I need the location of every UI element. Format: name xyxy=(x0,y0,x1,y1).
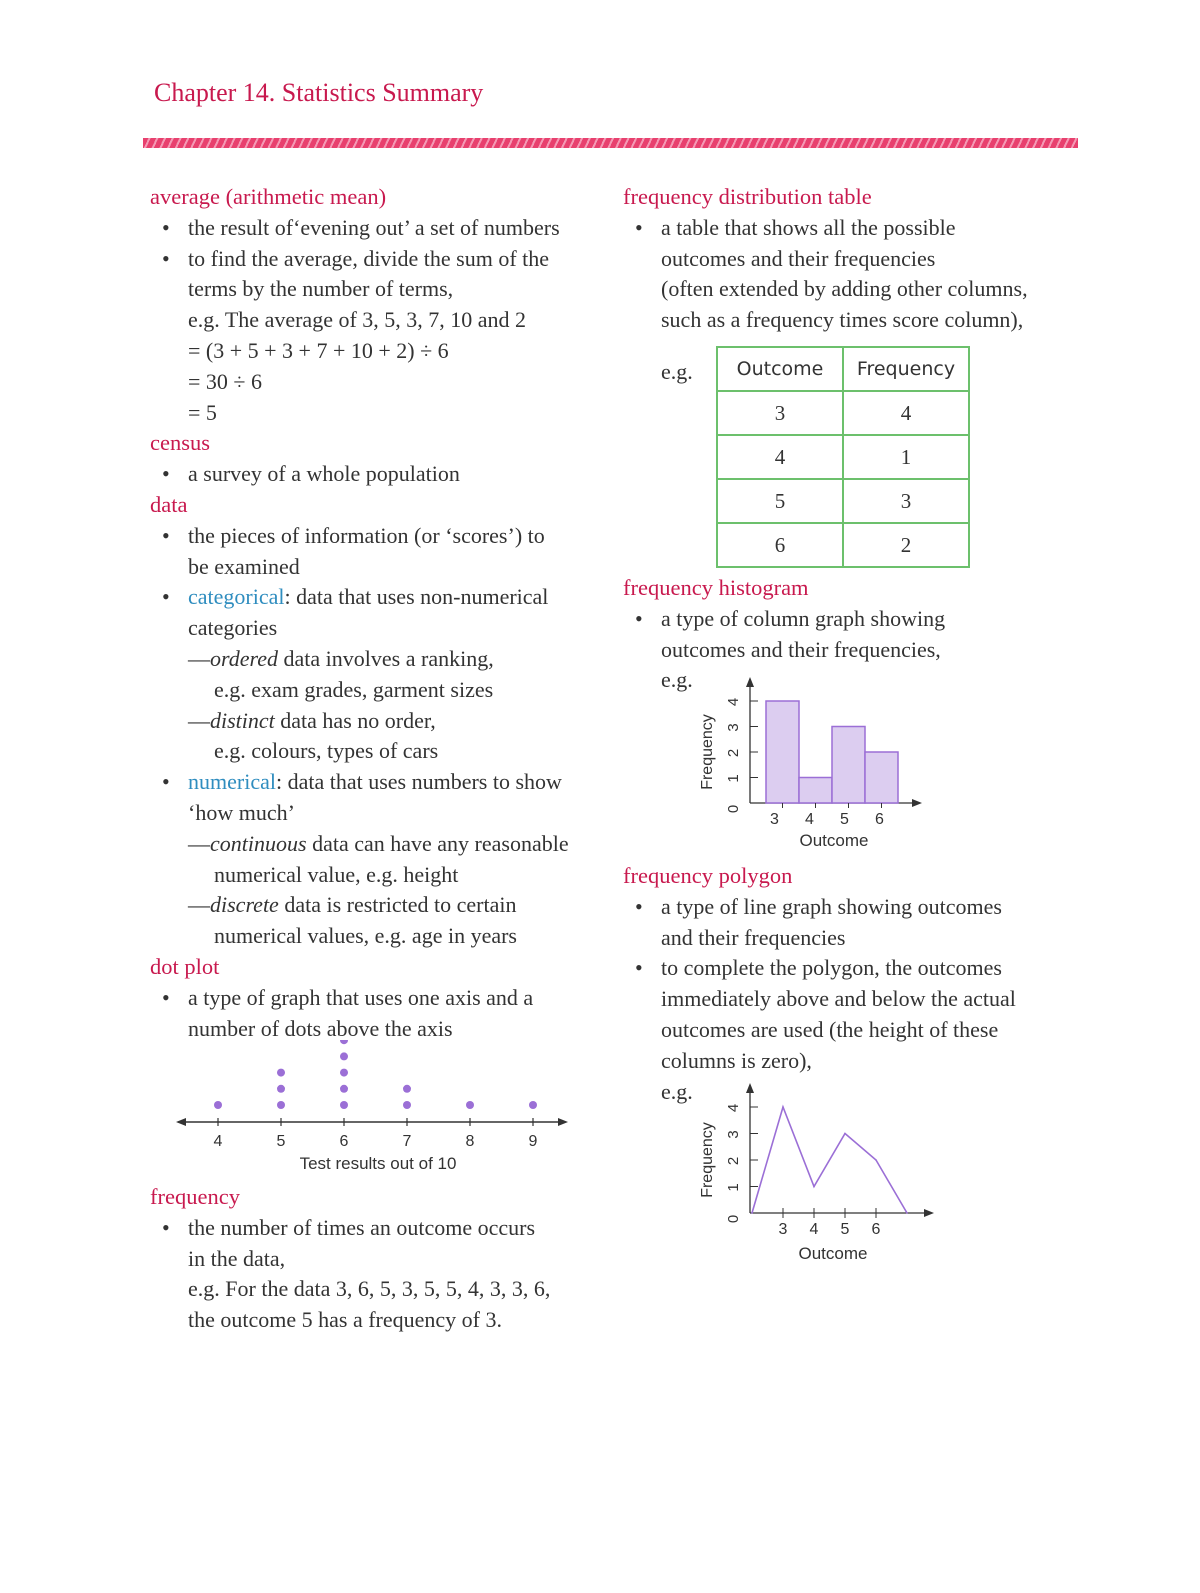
fdt-bullet-cont-3: such as a frequency times score column), xyxy=(661,307,1024,333)
distinct-example: e.g. colours, types of cars xyxy=(214,738,439,764)
frequency-polygon-chart xyxy=(690,1078,950,1268)
distinct-def: data has no order, xyxy=(274,707,436,733)
dot-plot-tick-label: 6 xyxy=(339,1133,349,1150)
polygon-y-tick-label: 1 xyxy=(725,1183,742,1192)
histogram-x-axis-arrow xyxy=(912,799,922,807)
polygon-bullet-2-cont-3: columns is zero), xyxy=(661,1047,812,1073)
table-row xyxy=(717,391,969,435)
dot-plot-dot xyxy=(340,1040,348,1044)
data-bullet-1: • the pieces of information (or ‘scores’) to xyxy=(150,521,610,552)
ordered-example: e.g. exam grades, garment sizes xyxy=(214,676,494,702)
dot-plot-tick-label: 8 xyxy=(465,1133,475,1150)
frequency-distribution-table xyxy=(716,346,970,568)
frequency-bullet-cont: in the data, xyxy=(188,1245,286,1271)
histogram-y-tick-label: 4 xyxy=(725,697,742,707)
ordered-line: —ordered data involves a ranking, xyxy=(188,645,494,671)
polygon-point xyxy=(875,1159,877,1161)
term-frequency-polygon: frequency polygon xyxy=(623,863,793,888)
ordered-term: ordered xyxy=(210,645,279,671)
left-column xyxy=(150,182,610,1044)
dot-plot-tick-label: 5 xyxy=(276,1133,286,1150)
polygon-x-axis-arrow xyxy=(924,1209,934,1217)
dot-plot-dot xyxy=(277,1069,285,1077)
polygon-y-tick-label: 0 xyxy=(725,1214,742,1224)
average-bullet-1: • the result of‘evening out’ a set of numbers xyxy=(150,213,610,244)
table-row xyxy=(717,479,969,523)
categorical-term: categorical xyxy=(188,584,285,610)
table-cell-outcome: 3 xyxy=(717,391,843,435)
continuous-term: continuous xyxy=(210,830,307,856)
frequency-bullet: • the number of times an outcome occurs xyxy=(150,1213,610,1244)
average-calc-3: = 5 xyxy=(188,399,217,425)
table-eg-label: e.g. xyxy=(661,359,693,384)
categorical-bullet xyxy=(150,582,610,613)
histogram-bar xyxy=(832,727,865,804)
histogram-bullet: • a type of column graph showing xyxy=(623,604,1083,635)
polygon-y-tick-label: 4 xyxy=(725,1103,742,1113)
dot-plot-bullet: • a type of graph that uses one axis and a xyxy=(150,983,610,1014)
term-average: average (arithmetic mean) xyxy=(150,184,387,209)
dot-plot-axis-arrow-right xyxy=(558,1118,568,1126)
average-bullet-2-cont: terms by the number of terms, xyxy=(188,276,454,302)
chapter-title: Chapter 14. Statistics Summary xyxy=(154,78,484,107)
discrete-line: —discrete data is restricted to certain xyxy=(188,892,517,918)
table-cell-frequency: 3 xyxy=(843,479,969,523)
polygon-eg: e.g. xyxy=(661,1078,693,1104)
census-bullet: • a survey of a whole population xyxy=(150,459,610,490)
polygon-x-tick-label: 6 xyxy=(871,1221,881,1238)
numerical-cont: ‘how much’ xyxy=(188,799,295,825)
frequency-example: e.g. For the data 3, 6, 5, 3, 5, 5, 4, 3, 3, 6, xyxy=(188,1276,551,1302)
table-row xyxy=(717,523,969,567)
polygon-y-label: Frequency xyxy=(699,1122,716,1198)
table-header-outcome: Outcome xyxy=(717,347,843,391)
polygon-y-axis-arrow xyxy=(746,1083,754,1093)
numerical-def: : data that uses numbers to show xyxy=(275,769,562,795)
polygon-x-tick-label: 4 xyxy=(809,1221,819,1238)
table-cell-outcome: 5 xyxy=(717,479,843,523)
data-bullet-1-cont: be examined xyxy=(188,553,300,579)
average-example: e.g. The average of 3, 5, 3, 7, 10 and 2 xyxy=(188,307,527,333)
histogram-y-tick-label: 1 xyxy=(725,774,742,783)
dot-plot-chart xyxy=(150,1040,590,1180)
fdt-bullet-cont-2: (often extended by adding other columns, xyxy=(661,276,1028,302)
discrete-def: data is restricted to certain xyxy=(278,892,517,918)
dot-plot-dot xyxy=(340,1085,348,1093)
categorical-cont: categories xyxy=(188,615,278,641)
dot-plot-dot xyxy=(466,1101,474,1109)
polygon-point xyxy=(751,1212,753,1214)
table-header-frequency: Frequency xyxy=(843,347,969,391)
polygon-bullet-2-cont-1: immediately above and below the actual xyxy=(661,986,1016,1012)
histogram-bullet-cont: outcomes and their frequencies, xyxy=(661,636,941,662)
polygon-x-tick-label: 5 xyxy=(840,1221,850,1238)
dot-plot-x-label: Test results out of 10 xyxy=(299,1154,457,1173)
histogram-y-tick-label: 2 xyxy=(725,748,742,758)
histogram-x-tick-label: 5 xyxy=(840,811,849,828)
ordered-def: data involves a ranking, xyxy=(278,645,494,671)
numerical-term: numerical xyxy=(188,769,276,795)
polygon-point xyxy=(844,1133,846,1135)
frequency-histogram-chart xyxy=(690,665,940,855)
polygon-bullet-1: • a type of line graph showing outcomes xyxy=(623,892,1083,923)
dot-plot-dot xyxy=(403,1085,411,1093)
fdt-bullet-cont-1: outcomes and their frequencies xyxy=(661,245,936,271)
polygon-bullet-2: • to complete the polygon, the outcomes xyxy=(623,953,1083,984)
distinct-term: distinct xyxy=(210,707,275,733)
term-frequency: frequency xyxy=(150,1184,240,1209)
polygon-y-tick-label: 2 xyxy=(725,1156,742,1166)
polygon-block xyxy=(623,861,1083,1107)
distinct-line: —distinct data has no order, xyxy=(188,707,436,733)
dot-plot-tick-label: 9 xyxy=(528,1133,538,1150)
histogram-x-tick-label: 3 xyxy=(770,811,779,828)
dot-plot-dot xyxy=(529,1101,537,1109)
histogram-y-tick-label: 3 xyxy=(725,723,742,732)
continuous-example: numerical value, e.g. height xyxy=(214,861,459,887)
table-cell-frequency: 2 xyxy=(843,523,969,567)
average-bullet-2: • to find the average, divide the sum of the xyxy=(150,244,610,275)
table-header-row xyxy=(717,347,969,391)
dot-plot-dot xyxy=(340,1052,348,1060)
polygon-bullet-1-cont: and their frequencies xyxy=(661,924,846,950)
histogram-x-label: Outcome xyxy=(799,831,869,850)
polygon-point xyxy=(906,1212,908,1214)
polygon-point xyxy=(813,1186,815,1188)
polygon-x-label: Outcome xyxy=(798,1244,868,1263)
discrete-term: discrete xyxy=(210,892,279,918)
term-frequency-distribution-table: frequency distribution table xyxy=(623,184,872,209)
dot-plot-tick-label: 7 xyxy=(402,1133,412,1150)
average-calc-2: = 30 ÷ 6 xyxy=(188,368,262,394)
histogram-bar xyxy=(766,701,799,803)
histogram-x-tick-label: 6 xyxy=(875,811,884,828)
polygon-bullet-2-cont-2: outcomes are used (the height of these xyxy=(661,1016,999,1042)
polygon-x-tick-label: 3 xyxy=(778,1221,788,1238)
table-cell-frequency: 4 xyxy=(843,391,969,435)
histogram-bar xyxy=(799,778,832,804)
average-calc-1: = (3 + 5 + 3 + 7 + 10 + 2) ÷ 6 xyxy=(188,337,449,363)
histogram-x-tick-label: 4 xyxy=(805,811,814,828)
discrete-example: numerical values, e.g. age in years xyxy=(214,923,517,949)
continuous-def: data can have any reasonable xyxy=(306,830,569,856)
term-frequency-histogram: frequency histogram xyxy=(623,575,809,600)
histogram-eg: e.g. xyxy=(661,667,693,693)
frequency-example-cont: the outcome 5 has a frequency of 3. xyxy=(188,1307,502,1333)
dot-plot-dot xyxy=(214,1101,222,1109)
term-dot-plot: dot plot xyxy=(150,953,220,979)
table-cell-outcome: 6 xyxy=(717,523,843,567)
histogram-y-label: Frequency xyxy=(699,714,716,790)
histogram-bar xyxy=(865,752,898,803)
table-row xyxy=(717,435,969,479)
histogram-y-tick-label: 0 xyxy=(725,804,742,814)
table-cell-outcome: 4 xyxy=(717,435,843,479)
dot-plot-bullet-cont: number of dots above the axis xyxy=(188,1015,453,1041)
table-cell-frequency: 1 xyxy=(843,435,969,479)
dot-plot-dot xyxy=(403,1101,411,1109)
numerical-bullet xyxy=(150,767,610,798)
polygon-point xyxy=(782,1106,784,1108)
right-column-top xyxy=(623,182,1083,336)
categorical-def: : data that uses non-numerical xyxy=(284,584,549,610)
title-divider xyxy=(143,138,1078,148)
polygon-series-line xyxy=(752,1107,907,1213)
polygon-y-tick-label: 3 xyxy=(725,1130,742,1139)
continuous-line: —continuous data can have any reasonable xyxy=(188,830,569,856)
dot-plot-dot xyxy=(277,1101,285,1109)
fdt-bullet: • a table that shows all the possible xyxy=(623,213,1083,244)
dot-plot-dot xyxy=(277,1085,285,1093)
dot-plot-dot xyxy=(340,1069,348,1077)
dot-plot-tick-label: 4 xyxy=(213,1133,223,1150)
term-census: census xyxy=(150,430,210,456)
histogram-y-axis-arrow xyxy=(746,677,754,687)
frequency-block xyxy=(150,1182,610,1336)
dot-plot-dot xyxy=(340,1101,348,1109)
term-data: data xyxy=(150,491,188,517)
dot-plot-axis-arrow-left xyxy=(176,1118,186,1126)
